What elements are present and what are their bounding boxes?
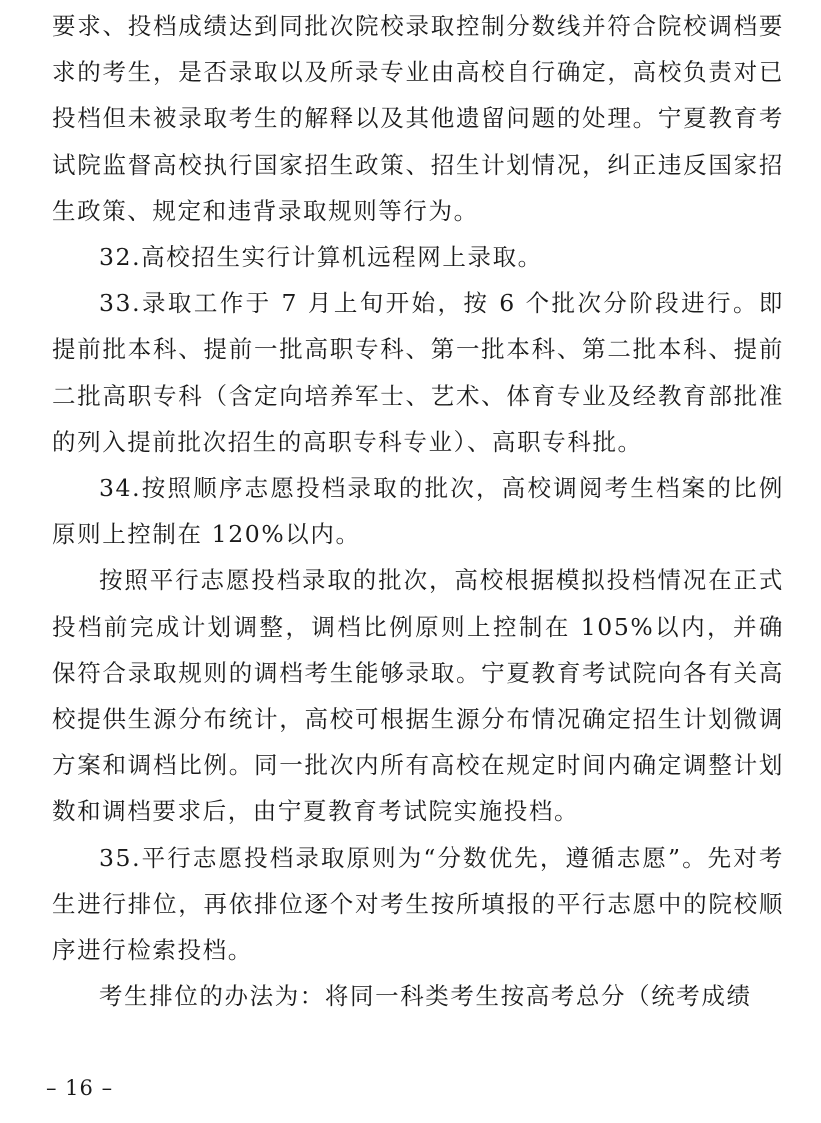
page-number: – 16 – [46,1076,114,1100]
document-body [52,3,784,1019]
paragraph-continuation: 要求、投档成绩达到同批次院校录取控制分数线并符合院校调档要求的考生，是否录取以及所录专业由高校自行确定，高校负责对已投档但未被录取考生的解释以及其他遗留问题的处理。宁夏教育考试院监督高校执行国家招生政策、招生计划情况，纠正违反国家招生政策、规定和违背录取规则等行为。 [52,12,784,225]
paragraph-item-32: 32.高校招生实行计算机远程网上录取。 [99,243,543,272]
paragraph-item-34: 34.按照顺序志愿投档录取的批次，高校调阅考生档案的比例原则上控制在 120%以内。 [52,474,784,549]
paragraph-parallel-admission: 按照平行志愿投档录取的批次，高校根据模拟投档情况在正式投档前完成计划调整，调档比例原则上控制在 105%以内，并确保符合录取规则的调档考生能够录取。宁夏教育考试院向各有关高校提供生源分布统计，高校可根据生源分布情况确定招生计划微调方案和调档比例。同一批次内所有高校在规定时间内确定调整计划数和调档要求后，由宁夏教育考试院实施投档。 [52,566,784,826]
paragraph-item-35: 35.平行志愿投档录取原则为“分数优先，遵循志愿”。先对考生进行排位，再依排位逐个对考生按所填报的平行志愿中的院校顺序进行检索投档。 [52,843,784,965]
paragraph-ranking-method: 考生排位的办法为：将同一科类考生按高考总分（统考成绩 [99,982,752,1011]
paragraph-item-33: 33.录取工作于 7 月上旬开始，按 6 个批次分阶段进行。即提前批本科、提前一批高职专科、第一批本科、第二批本科、提前二批高职专科（含定向培养军士、艺术、体育专业及经教育部批准的列入提前批次招生的高职专科专业）、高职专科批。 [52,289,784,456]
